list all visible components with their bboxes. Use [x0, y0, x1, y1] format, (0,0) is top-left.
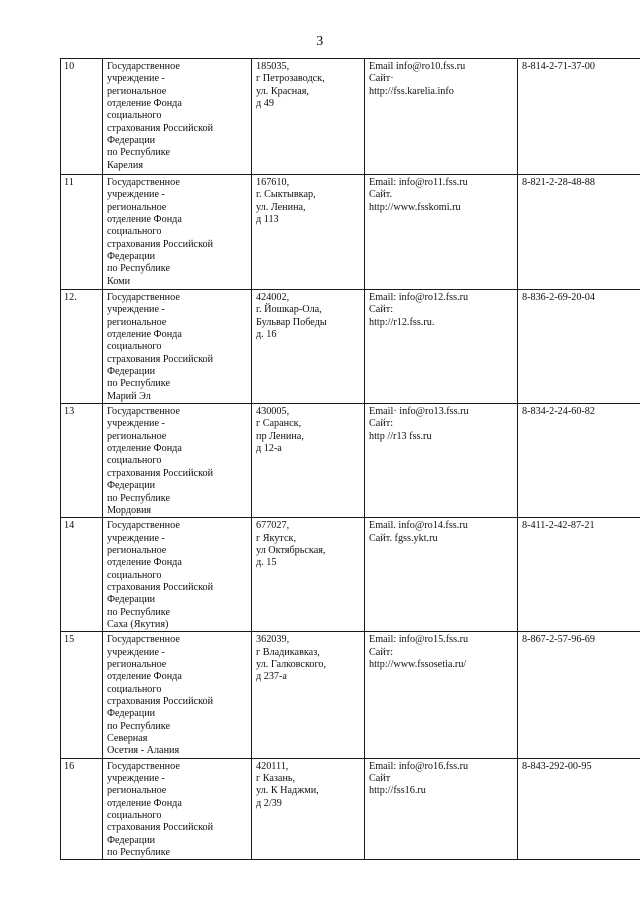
row-number-cell: 12.	[61, 290, 103, 404]
row-number-cell: 10	[61, 59, 103, 175]
contact-cell: Email. info@ro14.fss.ru Сайт. fgss.ykt.ru	[365, 518, 518, 632]
contact-cell: Email info@ro10.fss.ru Сайт· http://fss.karelia.info	[365, 59, 518, 175]
address-cell: 362039, г Владикавказ, ул. Галковского, д 237-а	[252, 632, 365, 758]
organization-cell: Государственное учреждение - региональное отделение Фонда социального страхования Российской Федерации по Республике	[103, 758, 252, 860]
table-row	[61, 404, 640, 518]
table-row	[61, 758, 640, 860]
row-number-cell: 14	[61, 518, 103, 632]
phone-cell: 8-814-2-71-37-00	[518, 59, 640, 175]
phone-cell: 8-843-292-00-95	[518, 758, 640, 860]
address-cell: 185035, г Петрозаводск, ул. Красная, д 49	[252, 59, 365, 175]
organization-cell: Государственное учреждение - региональное отделение Фонда социального страхования Российской Федерации по Республике Северная Осетия - Алания	[103, 632, 252, 758]
page-number: 3	[316, 34, 324, 49]
table-row	[61, 59, 640, 175]
contact-cell: Email· info@ro13.fss.ru Сайт: http //r13 fss.ru	[365, 404, 518, 518]
row-number-cell: 11	[61, 175, 103, 290]
phone-cell: 8-867-2-57-96-69	[518, 632, 640, 758]
address-cell: 420111, г Казань, ул. К Наджми, д 2/39	[252, 758, 365, 860]
table-row	[61, 518, 640, 632]
row-number-cell: 16	[61, 758, 103, 860]
address-cell: 424002, г. Йошкар-Ола, Бульвар Победы д. 16	[252, 290, 365, 404]
table-row	[61, 290, 640, 404]
table-row	[61, 632, 640, 758]
phone-cell: 8-821-2-28-48-88	[518, 175, 640, 290]
contact-cell: Email: info@ro11.fss.ru Сайт. http://www.fsskomi.ru	[365, 175, 518, 290]
organization-cell: Государственное учреждение - региональное отделение Фонда социального страхования Российской Федерации по Республике Коми	[103, 175, 252, 290]
row-number-cell: 15	[61, 632, 103, 758]
phone-cell: 8-834-2-24-60-82	[518, 404, 640, 518]
address-cell: 677027, г Якутск, ул Октябрьская, д. 15	[252, 518, 365, 632]
organization-cell: Государственное учреждение - региональное отделение Фонда социального страхования Российской Федерации по Республике Саха (Якутия)	[103, 518, 252, 632]
phone-cell: 8-836-2-69-20-04	[518, 290, 640, 404]
contact-cell: Email: info@ro15.fss.ru Сайт: http://www.fssosetia.ru/	[365, 632, 518, 758]
table-row	[61, 175, 640, 290]
address-cell: 167610, г. Сыктывкар, ул. Ленина, д 113	[252, 175, 365, 290]
organization-cell: Государственное учреждение - региональное отделение Фонда социального страхования Российской Федерации по Республике Мордовия	[103, 404, 252, 518]
regional-offices-table	[60, 58, 640, 860]
address-cell: 430005, г Саранск, пр Ленина, д 12-а	[252, 404, 365, 518]
row-number-cell: 13	[61, 404, 103, 518]
organization-cell: Государственное учреждение - региональное отделение Фонда социального страхования Российской Федерации по Республике Марий Эл	[103, 290, 252, 404]
organization-cell: Государственное учреждение - региональное отделение Фонда социального страхования Российской Федерации по Республике Карелия	[103, 59, 252, 175]
phone-cell: 8-411-2-42-87-21	[518, 518, 640, 632]
contact-cell: Email: info@ro16.fss.ru Сайт http://fss16.ru	[365, 758, 518, 860]
contact-cell: Email: info@ro12.fss.ru Сайт: http://r12.fss.ru.	[365, 290, 518, 404]
